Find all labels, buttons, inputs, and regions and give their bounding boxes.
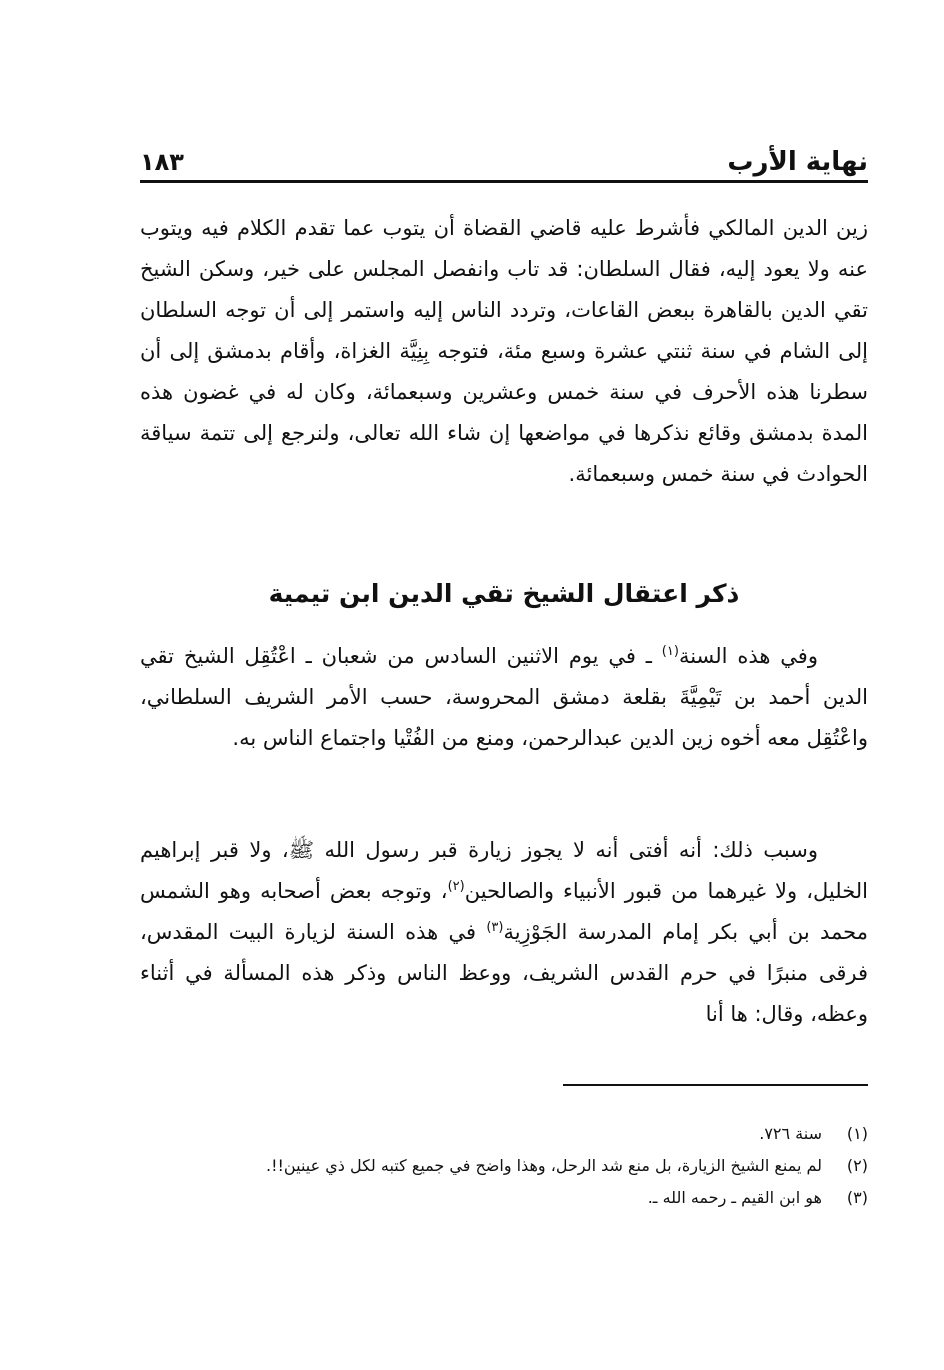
footnote-item: [140, 1150, 868, 1182]
paragraph-reason: [140, 830, 868, 1035]
footnote-text: هو ابن القيم ـ رحمه الله ـ.: [647, 1188, 822, 1207]
footnote-item: [140, 1118, 868, 1150]
footnote-ref-2[interactable]: (٢): [447, 879, 465, 894]
footnote-number: (١): [846, 1124, 868, 1143]
running-title: نهاية الأرب: [727, 147, 868, 177]
footnote-ref-1[interactable]: (١): [661, 644, 679, 659]
paragraph-text: في هذه السنة لزيارة البيت المقدس، فرقى منبرًا في حرم القدس الشريف، ووعظ الناس وذكر هذه المسألة في أثناء وعظه، وقال: ها أنا: [140, 920, 868, 1026]
footnote-number: (٣): [846, 1188, 868, 1207]
paragraph-text: ـ في يوم الاثنين السادس من شعبان ـ اعْتُقِل الشيخ تقي الدين أحمد بن تَيْمِيَّةَ بقلعة دمشق المحروسة، حسب الأمر الشريف السلطاني، واعْتُقِل معه أخوه زين الدين عبدالرحمن، ومنع من الفُتْيا واجتماع الناس به.: [140, 644, 868, 750]
paragraph-text: وفي هذه السنة: [678, 644, 818, 668]
section-heading: ذكر اعتقال الشيخ تقي الدين ابن تيمية: [268, 579, 740, 608]
paragraph-continued: زين الدين المالكي فأشرط عليه قاضي القضاة أن يتوب عما تقدم الكلام فيه ويتوب عنه ولا يعود إليه، فقال السلطان: قد تاب وانفصل المجلس على خير، وسكن الشيخ تقي الدين بالقاهرة ببعض القاعات، وتردد الناس إليه واستمر إلى أن توجه السلطان إلى الشام في سنة ثنتي عشرة وسبع مئة، فتوجه بِنِيَّة الغزاة، وأقام بدمشق إلى أن سطرنا هذه الأحرف في سنة خمس وعشرين وسبعمائة، وكان له في غضون هذه المدة بدمشق وقائع نذكرها في مواضعها إن شاء الله تعالى، ولنرجع إلى تتمة سياقة الحوادث في سنة خمس وسبعمائة.: [140, 216, 868, 486]
page-number: ١٨٣: [140, 148, 184, 176]
page-header: [140, 140, 868, 178]
footnote-divider: [563, 1084, 868, 1086]
paragraph-imprisonment: [140, 636, 868, 759]
book-page: [140, 140, 868, 1260]
footnote-ref-3[interactable]: (٣): [486, 920, 504, 935]
footnote-text: سنة ٧٢٦.: [759, 1124, 822, 1143]
paragraph-text: ، وتوجه بعض أصحابه وهو الشمس محمد بن أبي بكر إمام المدرسة الجَوْزِية: [140, 879, 868, 944]
header-divider: [140, 180, 868, 183]
footnote-text: لم يمنع الشيخ الزيارة، بل منع شد الرحل، وهذا واضح في جميع كتبه لكل ذي عينين!!.: [266, 1156, 822, 1175]
footnote-number: (٢): [846, 1156, 868, 1175]
paragraph-text: وسبب ذلك: أنه أفتى أنه لا يجوز زيارة قبر رسول الله ﷺ، ولا قبر إبراهيم الخليل، ولا غيرهما من قبور الأنبياء والصالحين: [140, 838, 868, 903]
footnotes: [140, 1118, 868, 1214]
footnote-item: [140, 1182, 868, 1214]
